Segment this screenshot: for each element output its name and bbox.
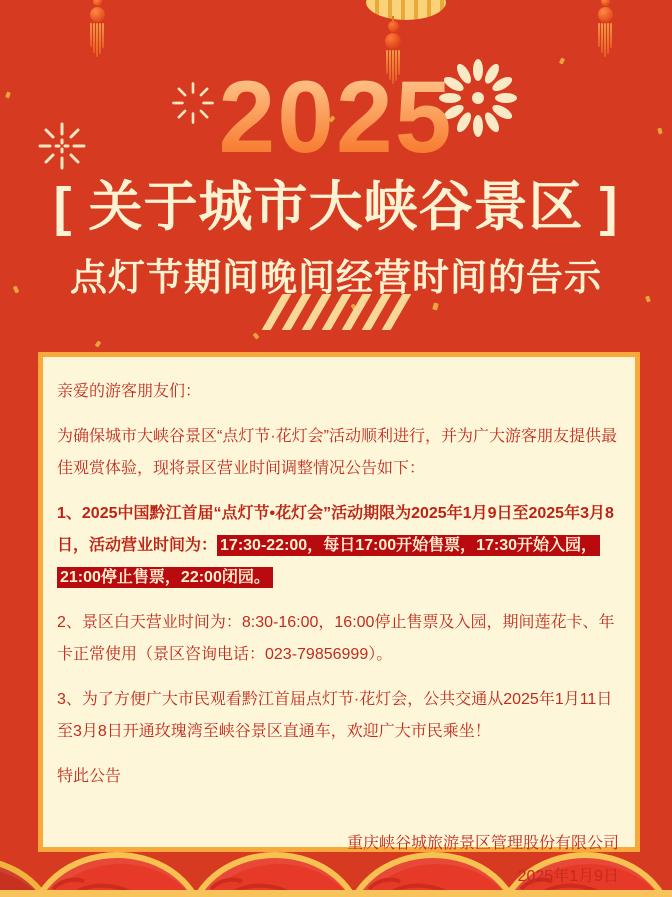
gold-bottom-bar: [0, 890, 672, 897]
intro-paragraph: 为确保城市大峡谷景区“点灯节·花灯会”活动顺利进行，并为广大游客朋友提供最佳观赏体验，现将景区营业时间调整情况公告如下：: [57, 428, 617, 477]
notice-box: [38, 352, 640, 885]
notice-item-1: [57, 498, 619, 594]
closing-line: 特此公告: [57, 768, 122, 785]
signature-company: 重庆峡谷城旅游景区管理股份有限公司: [346, 835, 619, 852]
notice-item-2: 2、景区白天营业时间为：8:30-16:00，16:00停止售票及入园，期间莲花卡、年卡正常使用（景区咨询电话：023-79856999）。: [57, 614, 615, 663]
page-subtitle: 点灯节期间晚间经营时间的告示: [70, 257, 602, 298]
signature-date: 2025年1月9日: [517, 868, 619, 885]
confetti-speck: [95, 340, 102, 347]
notice-item-1-text: 1、2025中国黔江首届“点灯节•花灯会”活动期限为2025年1月9日至2025年3月8日，活动营业时间为：: [57, 505, 614, 554]
confetti-speck: [253, 332, 260, 339]
tassel-icon: [88, 0, 106, 57]
salutation: 亲爱的游客朋友们：: [57, 383, 202, 400]
year-headline: 2025: [0, 66, 672, 168]
lantern-icon: [366, 0, 446, 20]
page-title: [ 关于城市大峡谷景区 ]: [53, 177, 619, 237]
confetti-speck: [559, 57, 565, 64]
tassel-icon: [596, 0, 614, 57]
slash-divider: [0, 294, 672, 330]
notice-item-3: 3、为了方便广大市民观看黔江首届点灯节·花灯会，公共交通从2025年1月11日至3月8日开通玫瑰湾至峡谷景区直通车，欢迎广大市民乘坐！: [57, 691, 613, 740]
highlighted-hours: 17:30-22:00，每日17:00开始售票，17:30开始入园，21:00停止售票，22:00闭园。: [57, 535, 600, 588]
